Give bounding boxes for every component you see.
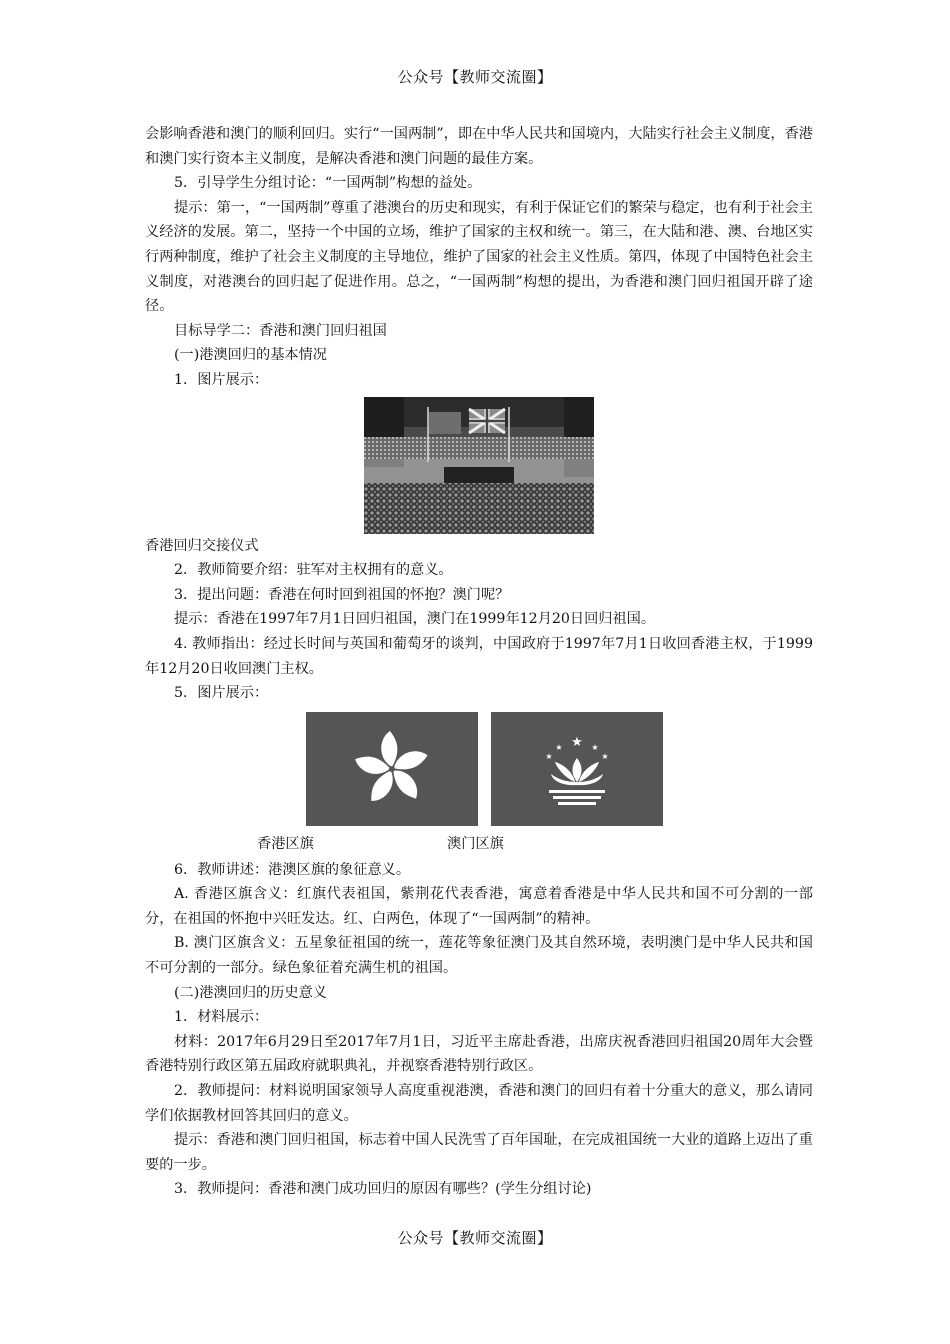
lotus-icon — [491, 712, 663, 826]
paragraph: 5．图片展示： — [174, 685, 269, 702]
section-heading: 目标导学二：香港和澳门回归祖国 — [174, 322, 387, 339]
svg-text:★: ★ — [554, 742, 563, 752]
macau-flag-caption: 澳门区旗 — [447, 835, 504, 852]
svg-text:★: ★ — [544, 751, 553, 761]
paragraph: 会影响香港和澳门的顺利回归。实行“一国两制”，即在中华人民共和国境内，大陆实行社会主义制度，香港和澳门实行资本主义制度，是解决香港和澳门问题的最佳方案。 — [145, 126, 813, 167]
paragraph: 提示：香港在1997年7月1日回归祖国，澳门在1999年12月20日回归祖国。 — [174, 611, 656, 628]
flag-captions — [145, 826, 813, 858]
page-footer: 公众号【教师交流圈】 — [397, 1229, 553, 1247]
paragraph: 6．教师讲述：港澳区旗的象征意义。 — [174, 861, 411, 878]
handover-ceremony-photo — [364, 397, 594, 534]
bauhinia-icon — [306, 712, 478, 826]
svg-text:★: ★ — [570, 734, 583, 750]
paragraph: 2．教师提问：材料说明国家领导人高度重视港澳，香港和澳门的回归有着十分重大的意义，那么请同学们依据教材回答其回归的意义。 — [145, 1083, 813, 1124]
paragraph: 4. 教师指出：经过长时间与英国和葡萄牙的谈判，中国政府于1997年7月1日收回香港主权，于1999年12月20日收回澳门主权。 — [145, 635, 813, 677]
regional-flags — [155, 712, 813, 826]
photo-caption: 香港回归交接仪式 — [145, 537, 259, 554]
svg-text:★: ★ — [600, 751, 609, 761]
subsection-heading: (二)港澳回归的历史意义 — [174, 984, 327, 1001]
page-header: 公众号【教师交流圈】 — [397, 68, 553, 86]
paragraph: 3．提出问题：香港在何时回到祖国的怀抱？澳门呢？ — [174, 586, 510, 603]
document-body — [145, 122, 813, 1202]
subsection-heading: (一)港澳回归的基本情况 — [174, 347, 327, 364]
handover-photo-figure — [145, 397, 813, 534]
hong-kong-flag — [306, 712, 478, 826]
paragraph: A. 香港区旗含义：红旗代表祖国，紫荆花代表香港，寓意着香港是中华人民共和国不可分割的一部分，在祖国的怀抱中兴旺发达。红、白两色，体现了“一国两制”的精神。 — [145, 886, 813, 927]
macau-flag — [491, 712, 663, 826]
paragraph: 1．图片展示： — [174, 371, 269, 388]
paragraph: 2．教师简要介绍：驻军对主权拥有的意义。 — [174, 562, 453, 579]
svg-text:★: ★ — [590, 742, 599, 752]
paragraph: B. 澳门区旗含义：五星象征祖国的统一，莲花等象征澳门及其自然环境，表明澳门是中华人民共和国不可分割的一部分。绿色象征着充满生机的祖国。 — [145, 935, 813, 977]
paragraph: 提示：香港和澳门回归祖国，标志着中国人民洗雪了百年国耻，在完成祖国统一大业的道路上迈出了重要的一步。 — [145, 1132, 813, 1173]
hong-kong-flag-caption: 香港区旗 — [257, 835, 314, 852]
paragraph: 材料：2017年6月29日至2017年7月1日，习近平主席赴香港，出席庆祝香港回归祖国20周年大会暨香港特别行政区第五届政府就职典礼，并视察香港特别行政区。 — [145, 1033, 813, 1075]
paragraph: 5．引导学生分组讨论：“一国两制”构想的益处。 — [174, 175, 482, 192]
paragraph: 3．教师提问：香港和澳门成功回归的原因有哪些？(学生分组讨论) — [174, 1181, 592, 1198]
paragraph: 1．材料展示： — [174, 1009, 269, 1026]
paragraph: 提示：第一，“一国两制”尊重了港澳台的历史和现实，有利于保证它们的繁荣与稳定，也有利于社会主义经济的发展。第二，坚持一个中国的立场，维护了国家的主权和统一。第三，在大陆和港、澳、台地区实行两种制度，维护了社会主义制度的主导地位，维护了国家的社会主义性质。第四，体现了中国特色社会主义制度，对港澳台的回归起了促进作用。总之，“一国两制”构想的提出，为香港和澳门回归祖国开辟了途径。 — [145, 199, 813, 315]
